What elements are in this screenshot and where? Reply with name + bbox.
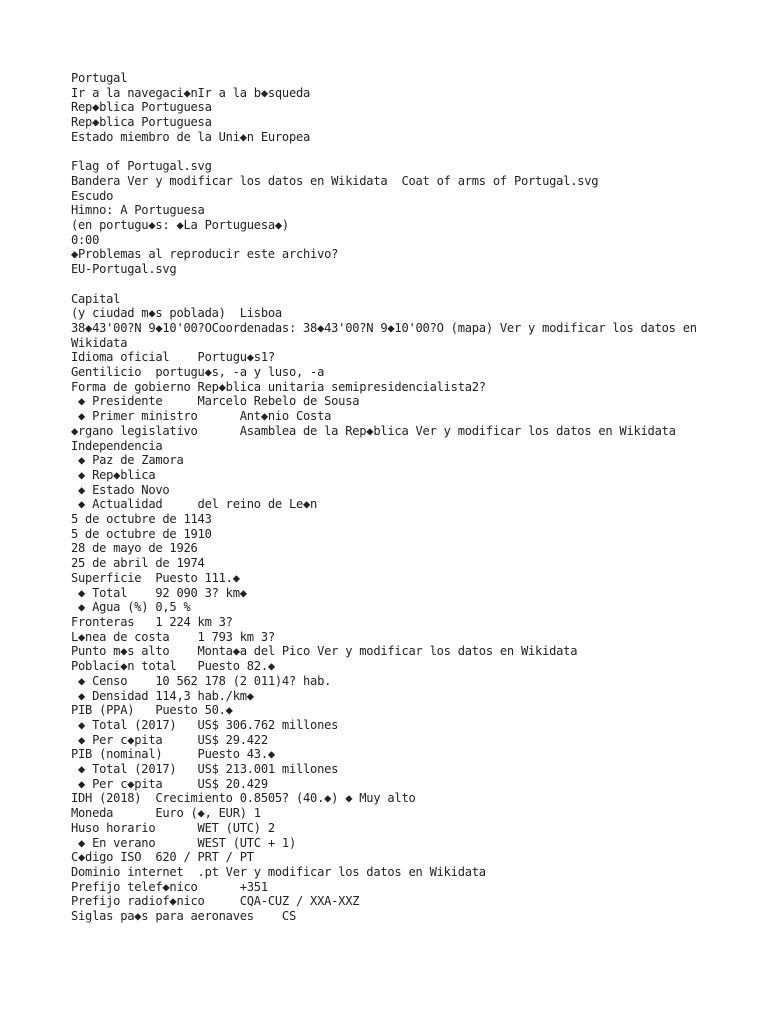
text-line: Prefijo telef◆nico +351 (71, 879, 268, 894)
text-line: ◆ Censo 10 562 178 (2 011)4? hab. (71, 673, 332, 688)
text-line: IDH (2018) Crecimiento 0.8505? (40.◆) ◆ Muy alto (71, 791, 416, 806)
text-line: (en portugu◆s: ◆La Portuguesa◆) (71, 218, 289, 233)
document-body (71, 71, 711, 924)
blank-line (71, 277, 711, 292)
text-line: ◆ En verano WEST (UTC + 1) (71, 835, 296, 850)
text-line: 38◆43'00?N 9◆10'00?OCoordenadas: 38◆43'00?N 9◆10'00?O (mapa) Ver y modificar los datos en Wikidata (71, 320, 704, 350)
text-line: Escudo (71, 188, 114, 203)
text-line: PIB (nominal) Puesto 43.◆ (71, 747, 275, 762)
text-line: EU-Portugal.svg (71, 262, 177, 277)
text-line: Huso horario WET (UTC) 2 (71, 820, 275, 835)
text-line: Independencia (71, 438, 163, 453)
text-line: PIB (PPA) Puesto 50.◆ (71, 703, 233, 718)
text-line: ◆ Per c◆pita US$ 20.429 (71, 776, 268, 791)
text-line: ◆ Presidente Marcelo Rebelo de Sousa (71, 394, 360, 409)
text-line: Forma de gobierno Rep◆blica unitaria semipresidencialista2? (71, 379, 486, 394)
text-line: Rep◆blica Portuguesa (71, 115, 212, 130)
text-line: ◆ Total (2017) US$ 306.762 millones (71, 717, 339, 732)
text-line: ◆ Estado Novo (71, 482, 170, 497)
text-line: Rep◆blica Portuguesa (71, 100, 212, 115)
text-line: (y ciudad m◆s poblada) Lisboa (71, 306, 282, 321)
text-line: ◆ Primer ministro Ant◆nio Costa (71, 409, 332, 424)
text-line: Moneda Euro (◆, EUR) 1 (71, 806, 261, 821)
text-line: Bandera Ver y modificar los datos en Wikidata Coat of arms of Portugal.svg (71, 173, 599, 188)
text-line: Poblaci◆n total Puesto 82.◆ (71, 659, 275, 674)
text-line: ◆ Actualidad del reino de Le◆n (71, 497, 318, 512)
text-line: Capital (71, 291, 121, 306)
text-line: 25 de abril de 1974 (71, 556, 205, 571)
text-line: C◆digo ISO 620 / PRT / PT (71, 850, 254, 865)
text-line: Dominio internet .pt Ver y modificar los datos en Wikidata (71, 864, 486, 879)
text-line: ◆ Total (2017) US$ 213.001 millones (71, 762, 339, 777)
text-line: Siglas pa◆s para aeronaves CS (71, 909, 296, 924)
text-line: L◆nea de costa 1 793 km 3? (71, 629, 275, 644)
text-line: 5 de octubre de 1910 (71, 526, 212, 541)
text-line: Portugal (71, 71, 128, 85)
blank-line (71, 145, 711, 160)
text-line: ◆ Densidad 114,3 hab./km◆ (71, 688, 254, 703)
text-line: ◆Problemas al reproducir este archivo? (71, 247, 339, 262)
text-line: Superficie Puesto 111.◆ (71, 570, 240, 585)
text-line: ◆ Paz de Zamora (71, 453, 184, 468)
text-line: ◆ Per c◆pita US$ 29.422 (71, 732, 268, 747)
text-line: ◆ Total 92 090 3? km◆ (71, 585, 247, 600)
text-line: 28 de mayo de 1926 (71, 541, 198, 556)
text-line: ◆rgano legislativo Asamblea de la Rep◆blica Ver y modificar los datos en Wikidata (71, 423, 676, 438)
text-line: Himno: A Portuguesa (71, 203, 205, 218)
text-line: 0:00 (71, 232, 100, 247)
text-line: Idioma oficial Portugu◆s1? (71, 350, 275, 365)
text-line: Ir a la navegaci◆nIr a la b◆squeda (71, 85, 311, 100)
text-line: Gentilicio portugu◆s, -a y luso, -a (71, 365, 325, 380)
text-line: ◆ Rep◆blica (71, 467, 156, 482)
text-line: 5 de octubre de 1143 (71, 512, 212, 527)
text-line: Fronteras 1 224 km 3? (71, 614, 233, 629)
text-line: Flag of Portugal.svg (71, 159, 212, 174)
text-line: Prefijo radiof◆nico CQA-CUZ / XXA-XXZ (71, 894, 360, 909)
text-line: ◆ Agua (%) 0,5 % (71, 600, 191, 615)
text-line: Estado miembro de la Uni◆n Europea (71, 129, 311, 144)
text-line: Punto m◆s alto Monta◆a del Pico Ver y modificar los datos en Wikidata (71, 644, 578, 659)
